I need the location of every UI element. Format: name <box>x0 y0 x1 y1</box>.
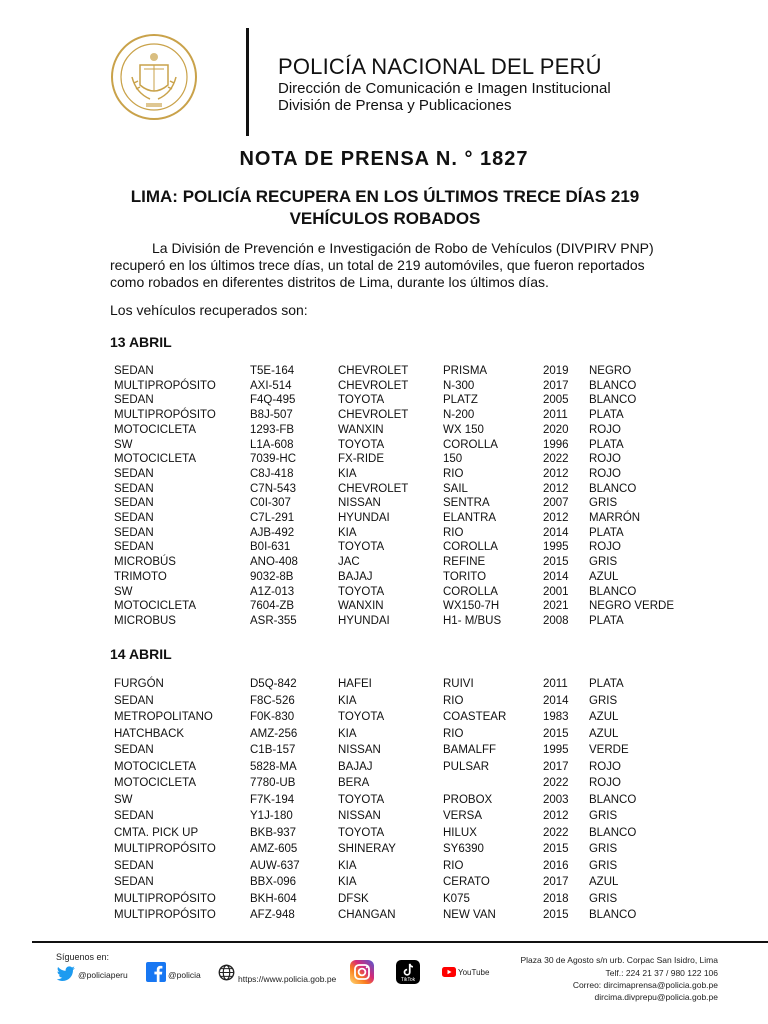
vehicle-plate: B8J-507 <box>250 409 293 422</box>
vehicle-color: BLANCO <box>589 909 637 921</box>
vehicle-model: PRISMA <box>443 365 488 377</box>
vehicle-vehicle-type: SEDAN <box>114 541 154 554</box>
vehicle-model: N-300 <box>443 379 475 392</box>
vehicle-brand: KIA <box>338 694 357 707</box>
youtube-icon[interactable] <box>442 967 456 977</box>
vehicle-year: 2007 <box>543 497 569 510</box>
headline <box>90 186 680 230</box>
vehicle-vehicle-type: SEDAN <box>114 365 154 377</box>
vehicle-year: 2015 <box>543 909 569 921</box>
vehicle-color: NEGRO <box>589 365 632 377</box>
vehicle-model: ELANTRA <box>443 512 497 524</box>
vehicle-model: H1- M/BUS <box>443 614 502 627</box>
vehicle-plate: AJB-492 <box>250 526 295 539</box>
vehicle-model: N-200 <box>443 409 475 422</box>
vehicle-year: 2017 <box>543 760 569 773</box>
vehicle-plate: B0I-631 <box>250 541 291 554</box>
vehicle-color: PLATA <box>589 438 624 451</box>
follow-label: Síguenos en: <box>56 952 110 962</box>
vehicle-plate: AUW-637 <box>250 859 300 872</box>
vehicle-vehicle-type: MOTOCICLETA <box>114 453 196 466</box>
vehicle-plate: C7N-543 <box>250 482 297 495</box>
vehicle-model: COASTEAR <box>443 711 507 723</box>
vehicle-model: RIO <box>443 694 464 707</box>
vehicle-brand: JAC <box>338 556 360 569</box>
vehicle-brand: HYUNDAI <box>338 614 390 627</box>
vehicle-vehicle-type: SEDAN <box>114 467 154 480</box>
vehicle-color: GRIS <box>589 497 618 510</box>
vehicle-plate: 9032-8B <box>250 570 294 583</box>
vehicle-color: BLANCO <box>589 793 637 806</box>
vehicle-model: SAIL <box>443 482 468 495</box>
vehicle-brand: KIA <box>338 727 357 740</box>
vehicle-model: RUIVI <box>443 678 474 690</box>
vehicle-color: PLATA <box>589 526 624 539</box>
vehicle-model: PROBOX <box>443 793 493 806</box>
vehicle-year: 2014 <box>543 694 569 707</box>
twitter-handle[interactable]: @policiaperu <box>78 970 128 980</box>
vehicle-brand: KIA <box>338 467 357 480</box>
vehicle-vehicle-type: MULTIPROPÓSITO <box>114 892 216 905</box>
vehicle-model: RIO <box>443 467 464 480</box>
vehicle-vehicle-type: METROPOLITANO <box>114 711 213 723</box>
vehicle-vehicle-type: SEDAN <box>114 810 154 822</box>
vehicle-year: 2015 <box>543 843 569 855</box>
vehicle-plate: C8J-418 <box>250 467 294 480</box>
vehicle-plate: A1Z-013 <box>250 585 295 598</box>
vehicle-year: 2014 <box>543 526 569 539</box>
vehicle-year: 2015 <box>543 727 569 740</box>
vehicle-year: 1983 <box>543 711 569 723</box>
list-intro: Los vehículos recuperados son: <box>110 302 308 318</box>
vehicle-year: 2017 <box>543 379 569 392</box>
vehicle-color: GRIS <box>589 694 618 707</box>
vehicle-vehicle-type: FURGÓN <box>114 678 164 690</box>
vehicle-plate: 7780-UB <box>250 777 296 789</box>
vehicle-vehicle-type: MULTIPROPÓSITO <box>114 843 216 855</box>
vehicle-color: ROJO <box>589 541 621 554</box>
vehicle-plate: 1293-FB <box>250 423 295 436</box>
vehicle-vehicle-type: SEDAN <box>114 694 154 707</box>
vehicle-plate: ASR-355 <box>250 614 297 627</box>
youtube-label[interactable]: YouTube <box>458 968 490 977</box>
vehicle-brand: BERA <box>338 777 370 789</box>
intro-line-3: como robados en diferentes distritos de Lima, durante los últimos días. <box>110 274 549 290</box>
vehicle-brand: TOYOTA <box>338 711 385 723</box>
vehicle-vehicle-type: SEDAN <box>114 526 154 539</box>
footer-divider <box>32 941 768 943</box>
vehicle-brand: SHINERAY <box>338 843 396 855</box>
vehicle-model: REFINE <box>443 556 486 569</box>
vehicle-year: 2015 <box>543 556 569 569</box>
vehicle-vehicle-type: SW <box>114 585 133 598</box>
vehicle-model: TORITO <box>443 570 487 583</box>
vehicle-model: CERATO <box>443 876 490 888</box>
vehicle-year: 2018 <box>543 892 569 905</box>
vehicle-model: RIO <box>443 526 464 539</box>
vehicle-plate: D5Q-842 <box>250 678 297 690</box>
vehicle-plate: AFZ-948 <box>250 909 295 921</box>
vehicle-model: PULSAR <box>443 760 490 773</box>
vehicle-brand: CHEVROLET <box>338 409 409 422</box>
vehicle-model: 150 <box>443 453 463 466</box>
vehicle-model: VERSA <box>443 810 482 822</box>
vehicle-vehicle-type: TRIMOTO <box>114 570 167 583</box>
intro-line-2: recuperó en los últimos trece días, un total de 219 automóviles, que fueron reportados <box>110 257 645 273</box>
vehicle-vehicle-type: MULTIPROPÓSITO <box>114 379 216 392</box>
section-title-14-abril: 14 ABRIL <box>110 646 172 662</box>
vehicle-model: SENTRA <box>443 497 490 510</box>
headline-line-1: LIMA: POLICÍA RECUPERA EN LOS ÚLTIMOS TRECE DÍAS 219 <box>130 187 640 206</box>
vehicle-brand: HAFEI <box>338 678 372 690</box>
org-subtitle-direction: Dirección de Comunicación e Imagen Institucional <box>278 80 611 97</box>
vehicle-vehicle-type: SEDAN <box>114 482 154 495</box>
twitter-icon[interactable] <box>56 966 76 982</box>
vehicle-brand: KIA <box>338 526 357 539</box>
vehicle-plate: C1B-157 <box>250 744 296 756</box>
vehicle-model: COROLLA <box>443 541 498 554</box>
vehicle-vehicle-type: MICROBUS <box>114 614 176 627</box>
vehicle-color: AZUL <box>589 727 619 740</box>
headline-line-2: VEHÍCULOS ROBADOS <box>289 209 481 228</box>
vehicle-year: 2021 <box>543 600 569 613</box>
vehicle-plate: BBX-096 <box>250 876 297 888</box>
vehicle-model: PLATZ <box>443 394 478 407</box>
org-subtitle-division: División de Prensa y Publicaciones <box>278 97 512 114</box>
vehicle-color: PLATA <box>589 614 624 627</box>
footer-email[interactable]: Correo: dircimaprensa@policia.gob.pe <box>572 980 718 990</box>
vehicle-plate: AMZ-256 <box>250 727 298 740</box>
header-divider <box>246 28 249 136</box>
vehicle-brand: CHANGAN <box>338 909 396 921</box>
vehicle-brand: FX-RIDE <box>338 453 384 466</box>
vehicle-brand: NISSAN <box>338 497 381 510</box>
vehicle-year: 2012 <box>543 810 569 822</box>
vehicle-vehicle-type: SW <box>114 793 133 806</box>
vehicle-model: RIO <box>443 859 464 872</box>
vehicle-vehicle-type: CMTA. PICK UP <box>114 826 199 839</box>
facebook-handle[interactable]: @policia <box>168 970 201 980</box>
vehicle-brand: TOYOTA <box>338 394 385 407</box>
vehicle-color: GRIS <box>589 843 618 855</box>
vehicle-color: BLANCO <box>589 379 637 392</box>
vehicle-plate: L1A-608 <box>250 438 294 451</box>
vehicle-color: AZUL <box>589 570 619 583</box>
vehicle-color: PLATA <box>589 409 624 422</box>
vehicle-year: 2014 <box>543 570 569 583</box>
vehicle-year: 2012 <box>543 512 569 524</box>
vehicle-plate: F8C-526 <box>250 694 295 707</box>
instagram-icon[interactable] <box>350 960 374 984</box>
vehicle-color: ROJO <box>589 453 621 466</box>
vehicle-year: 2020 <box>543 423 569 436</box>
vehicle-year: 2011 <box>543 678 568 690</box>
footer-email-2[interactable]: dircima.divprepu@policia.gob.pe <box>594 992 718 1002</box>
vehicle-brand: DFSK <box>338 892 369 905</box>
vehicle-brand: KIA <box>338 876 357 888</box>
vehicle-color: MARRÓN <box>589 512 641 524</box>
vehicle-vehicle-type: MOTOCICLETA <box>114 760 196 773</box>
vehicle-brand: CHEVROLET <box>338 482 409 495</box>
vehicle-vehicle-type: MULTIPROPÓSITO <box>114 409 216 422</box>
press-note-title: NOTA DE PRENSA N. ° 1827 <box>239 148 529 170</box>
vehicle-year: 2005 <box>543 394 569 407</box>
vehicle-year: 2022 <box>543 453 569 466</box>
vehicle-model: BAMALFF <box>443 744 497 756</box>
vehicle-model: WX 150 <box>443 423 484 436</box>
vehicle-vehicle-type: SEDAN <box>114 859 154 872</box>
vehicle-plate: 7039-HC <box>250 453 297 466</box>
vehicle-plate: 5828-MA <box>250 760 297 773</box>
vehicle-brand: CHEVROLET <box>338 379 409 392</box>
vehicle-color: GRIS <box>589 556 618 569</box>
vehicle-plate: C0I-307 <box>250 497 291 510</box>
globe-icon[interactable] <box>218 964 235 981</box>
pnp-seal-logo <box>110 33 198 121</box>
vehicle-color: BLANCO <box>589 394 637 407</box>
vehicle-model: WX150-7H <box>443 600 500 613</box>
tiktok-note-glyph <box>401 963 415 977</box>
vehicle-brand: NISSAN <box>338 810 381 822</box>
vehicle-year: 2001 <box>543 585 569 598</box>
vehicle-year: 2019 <box>543 365 569 377</box>
vehicle-color: BLANCO <box>589 482 637 495</box>
vehicle-model: SY6390 <box>443 843 484 855</box>
vehicle-year: 2012 <box>543 467 569 480</box>
vehicle-brand: BAJAJ <box>338 570 373 583</box>
vehicle-vehicle-type: MICROBÚS <box>114 556 176 569</box>
vehicle-vehicle-type: SEDAN <box>114 744 154 756</box>
vehicle-color: ROJO <box>589 777 621 789</box>
vehicle-brand: TOYOTA <box>338 793 385 806</box>
vehicle-year: 2016 <box>543 859 569 872</box>
vehicle-vehicle-type: MOTOCICLETA <box>114 600 196 613</box>
vehicle-vehicle-type: SEDAN <box>114 876 154 888</box>
facebook-icon[interactable] <box>146 962 166 982</box>
vehicle-model: K075 <box>443 892 470 905</box>
vehicle-color: ROJO <box>589 760 621 773</box>
vehicle-brand: WANXIN <box>338 423 384 436</box>
vehicle-color: BLANCO <box>589 826 637 839</box>
footer-phone: Telf.: 224 21 37 / 980 122 106 <box>605 968 718 978</box>
vehicle-year: 2008 <box>543 614 569 627</box>
vehicle-year: 2011 <box>543 409 568 422</box>
intro-paragraph <box>110 240 670 291</box>
vehicle-brand: CHEVROLET <box>338 365 409 377</box>
vehicle-brand: TOYOTA <box>338 438 385 451</box>
vehicle-plate: ANO-408 <box>250 556 298 569</box>
vehicle-vehicle-type: HATCHBACK <box>114 727 185 740</box>
vehicle-plate: BKH-604 <box>250 892 297 905</box>
vehicle-vehicle-type: MOTOCICLETA <box>114 777 196 789</box>
vehicle-vehicle-type: SEDAN <box>114 497 154 510</box>
vehicle-vehicle-type: SEDAN <box>114 394 154 407</box>
intro-line-1: La División de Prevención e Investigación de Robo de Vehículos (DIVPIRV PNP) <box>152 240 654 256</box>
vehicle-plate: T5E-164 <box>250 365 295 377</box>
section-title-13-abril: 13 ABRIL <box>110 334 172 350</box>
vehicle-brand: HYUNDAI <box>338 512 390 524</box>
vehicle-brand: NISSAN <box>338 744 381 756</box>
vehicle-brand: WANXIN <box>338 600 384 613</box>
vehicle-vehicle-type: MOTOCICLETA <box>114 423 196 436</box>
vehicle-color: GRIS <box>589 859 618 872</box>
vehicle-plate: C7L-291 <box>250 512 295 524</box>
vehicle-color: BLANCO <box>589 585 637 598</box>
vehicle-color: ROJO <box>589 467 621 480</box>
vehicle-plate: 7604-ZB <box>250 600 295 613</box>
vehicle-year: 2017 <box>543 876 569 888</box>
vehicle-plate: BKB-937 <box>250 826 297 839</box>
vehicle-color: GRIS <box>589 810 618 822</box>
vehicle-color: PLATA <box>589 678 624 690</box>
website-link[interactable]: https://www.policia.gob.pe <box>238 974 337 984</box>
vehicle-brand: TOYOTA <box>338 541 385 554</box>
vehicle-year: 1995 <box>543 541 569 554</box>
vehicle-color: GRIS <box>589 892 618 905</box>
vehicle-color: ROJO <box>589 423 621 436</box>
vehicle-vehicle-type: SEDAN <box>114 512 154 524</box>
vehicle-year: 2022 <box>543 777 569 789</box>
vehicle-year: 2003 <box>543 793 569 806</box>
vehicle-year: 2012 <box>543 482 569 495</box>
vehicle-model: COROLLA <box>443 585 498 598</box>
vehicle-model: NEW VAN <box>443 909 496 921</box>
vehicle-vehicle-type: MULTIPROPÓSITO <box>114 909 216 921</box>
vehicle-vehicle-type: SW <box>114 438 133 451</box>
vehicle-brand: TOYOTA <box>338 585 385 598</box>
vehicle-plate: AXI-514 <box>250 379 292 392</box>
vehicle-brand: TOYOTA <box>338 826 385 839</box>
footer-address: Plaza 30 de Agosto s/n urb. Corpac San Isidro, Lima <box>520 955 718 965</box>
vehicle-model: COROLLA <box>443 438 498 451</box>
vehicle-color: VERDE <box>589 744 629 756</box>
vehicle-color: NEGRO VERDE <box>589 600 674 613</box>
vehicle-plate: AMZ-605 <box>250 843 298 855</box>
vehicle-color: AZUL <box>589 711 619 723</box>
vehicle-brand: BAJAJ <box>338 760 373 773</box>
vehicle-year: 1995 <box>543 744 569 756</box>
vehicle-model: RIO <box>443 727 464 740</box>
vehicle-brand: KIA <box>338 859 357 872</box>
vehicle-plate: F7K-194 <box>250 793 295 806</box>
vehicle-plate: Y1J-180 <box>250 810 293 822</box>
vehicle-color: AZUL <box>589 876 619 888</box>
vehicle-plate: F0K-830 <box>250 711 295 723</box>
vehicle-model: HILUX <box>443 826 477 839</box>
vehicle-plate: F4Q-495 <box>250 394 296 407</box>
tiktok-label: TikTok <box>400 977 416 983</box>
org-title: POLICÍA NACIONAL DEL PERÚ <box>278 54 602 79</box>
vehicle-year: 1996 <box>543 438 569 451</box>
vehicle-year: 2022 <box>543 826 569 839</box>
tiktok-icon[interactable] <box>396 960 420 984</box>
